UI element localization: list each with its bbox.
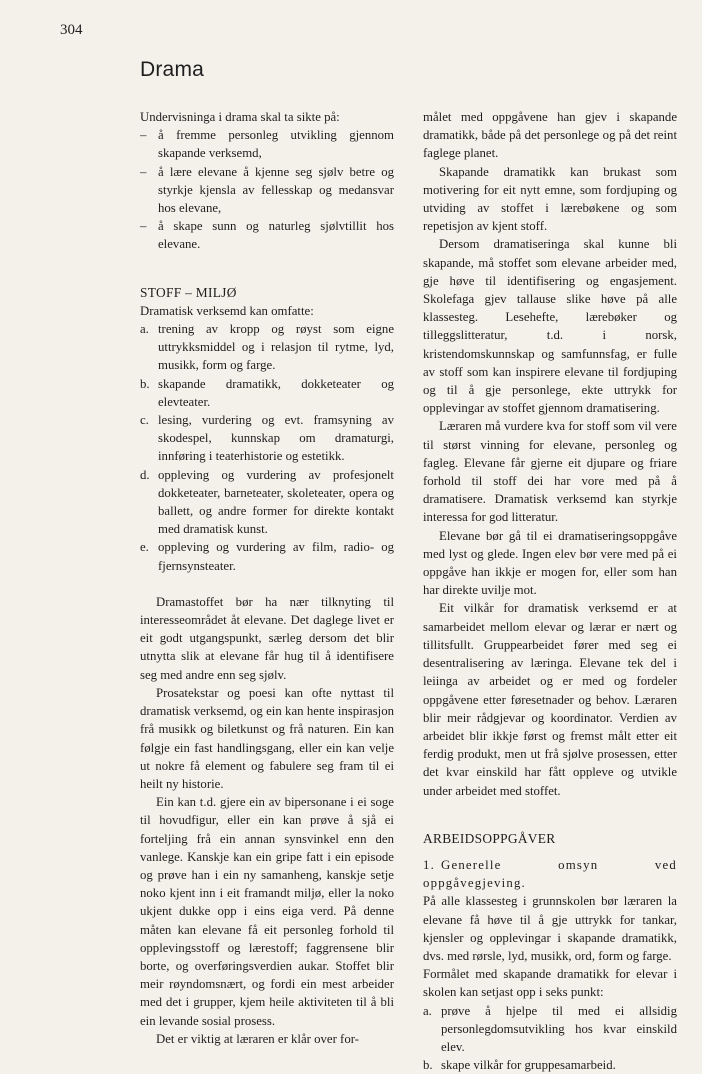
list-item: b. skape vilkår for gruppesamarbeid. <box>423 1058 616 1073</box>
section-heading-arbeidsoppgaver: ARBEIDSOPPGÅVER <box>423 830 556 846</box>
right-column <box>423 108 677 1074</box>
body-paragraph: Ein kan t.d. gjere ein av bipersonane i ei soge til hovudfigur, eller ein kan prøve å sjå ei forteljing frå ein annan synsvinkel enn den vanlege. Kanskje kan ein gripe fatt i ein episode og prøve han i ein ny samanheng, kanskje setje noko kjent inn i eit framandt miljø, eller la noko ukjent dukke opp i eins eiga verd. På denne måten kan elevane få eit personleg forhold til opplevingsstoff og lærestoff; faggrensene blir borte, og overføringsverdien aukar. Stoffet blir meir røyndomsnært, og fordi ein mest arbeider med det i grupper, kjem heile aktiviteten til å bli ein levande sosial prosess. <box>140 795 394 1028</box>
intro-text: Undervisninga i drama skal ta sikte på: <box>140 110 340 124</box>
page-title: Drama <box>140 58 205 81</box>
body-paragraph: Prosatekstar og poesi kan ofte nyttast til dramatisk verksemd, og ein kan hente inspirasjon frå musikk og biletkunst og frå naturen. Ein kan følgje ein fast handlingsgang, eller ein kan velje ut nokre få element og fabulere seg fram til ei heilt ny historie. <box>140 685 394 791</box>
body-paragraph: Formålet med skapande dramatikk for elevar i skolen kan setjast opp i seks punkt: <box>423 967 677 1000</box>
body-paragraph: Skapande dramatikk kan brukast som motivering for eit nytt emne, som fordjuping og utviding av stoffet i lærebøkene og som repetisjon av kjent stoff. <box>423 164 677 234</box>
body-paragraph: Dramastoffet bør ha nær tilknyting til interesseområdet åt elevane. Det daglege livet er eit godt utgangspunkt, særleg dersom det blir utnytta slik at elevane får hug til å identifisere seg med andre enn seg sjølv. <box>140 594 394 682</box>
list-item: – å skape sunn og naturleg sjølvtillit hos elevane. <box>140 219 394 252</box>
activities-list <box>140 320 394 575</box>
purposes-list <box>423 1002 677 1074</box>
body-paragraph: Elevane bør gå til ei dramatiseringsoppgåve med lyst og glede. Ingen elev bør vere med på ei oppgåve han ikkje er mogen for, eller som han har direkte uvilje mot. <box>423 528 677 598</box>
body-paragraph: Eit vilkår for dramatisk verksemd er at samarbeidet mellom elevar og lærar er nært og tillitsfullt. Gruppearbeidet fører med seg ei desentralisering av læringa. Elevane tek del i leiinga av arbeidet og er med og fordeler oppgåvene etter føresetnader og behov. Læraren blir meir rådgjevar og koordinator. Verdien av arbeidet blir ikkje først og fremst målt etter eit ferdig produkt, men ut frå sjølve prosessen, etter det kvar einskild har fått oppleve og utvikle under arbeidet med stoffet. <box>423 601 677 798</box>
body-paragraph: På alle klassesteg i grunnskolen bør læraren la elevane få høve til å gje uttrykk for tankar, kjensler og opplevingar i skapande dramatikk, dvs. med rørsle, lyd, musikk, ord, form og farge. <box>423 894 677 963</box>
body-paragraph: Læraren må vurdere kva for stoff som vil vere til størst vinning for elevane, personleg og fagleg. Elevane får gjerne eit djupare og friare forhold til stoff dei har vore med på å dramatisere. Dramatisk verksemd kan styrkje interessa for god litteratur. <box>423 419 677 525</box>
activities-intro: Dramatisk verksemd kan omfatte: <box>140 303 314 318</box>
list-item: a. prøve å hjelpe til med ei allsidig personlegdomsutvikling hos kvar einskild elev. <box>423 1003 677 1054</box>
page-number: 304 <box>60 22 83 38</box>
list-item: – å lære elevane å kjenne seg sjølv betre og styrkje kjensla av fellesskap og medansvar hos elevane, <box>140 164 394 216</box>
section-heading-stoff: STOFF – MILJØ <box>140 284 237 300</box>
goals-list <box>140 126 394 253</box>
list-item: e. oppleving og vurdering av film, radio- og fjernsynsteater. <box>140 540 394 573</box>
body-paragraph: Det er viktig at læraren er klår over for- <box>156 1031 359 1046</box>
subsection-heading: 1. Generelle omsyn ved oppgåvegjeving. <box>423 857 677 891</box>
list-item: d. oppleving og vurdering av profesjonelt dokketeater, barneteater, skoleteater, opera og ballett, og andre former for direkte kontakt med dramatisk kunst. <box>140 467 394 537</box>
body-paragraph: Dersom dramatiseringa skal kunne bli skapande, må stoffet som elevane arbeider med, gje høve til identifisering og engasjement. Skolefaga gjev tallause slike høve på alle klassesteg. Lesehefte, lærebøker og tilleggslitteratur, t.d. i norsk, kristendomskunnskap og samfunnsfag, er fulle av stoff som kan inspirere elevane til fordjuping og til å gje personlege, ekte uttrykk for opplevingar av stoffet gjennom dramatisering. <box>423 237 677 416</box>
list-item: – å fremme personleg utvikling gjennom skapande verksemd, <box>140 128 394 161</box>
list-item: c. lesing, vurdering og evt. framsyning av skodespel, kunnskap om dramaturgi, innføring i teaterhistorie og estetikk. <box>140 413 394 464</box>
body-paragraph: målet med oppgåvene han gjev i skapande dramatikk, både på det personlege og på det reint faglege planet. <box>423 110 677 161</box>
left-column <box>140 108 394 1048</box>
list-item: a. trening av kropp og røyst som eigne uttrykksmiddel og i relasjon til rytme, lyd, musikk, form og farge. <box>140 322 394 373</box>
list-item: b. skapande dramatikk, dokketeater og elevteater. <box>140 376 394 409</box>
